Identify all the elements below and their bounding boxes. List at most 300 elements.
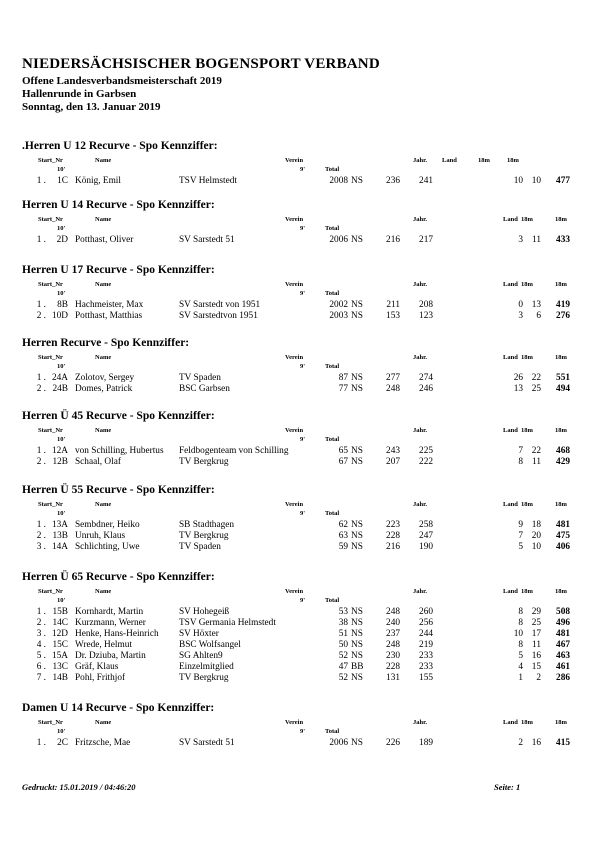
col-total: Total [325,363,340,370]
state: NS [351,373,363,383]
state: NS [351,651,363,661]
col-verein: Verein [285,281,304,288]
total-score: 494 [556,384,570,394]
col-jahr: Jahr. [413,216,428,223]
col-tens: 10' [57,597,66,604]
col-nines: 9' [300,728,306,735]
birth-year: 65 [338,446,348,456]
start-number: 13B [52,531,68,541]
col-start-nr: Start_Nr [38,281,63,288]
birth-year: 2002 [329,300,348,310]
start-number: 15A [51,651,68,661]
federation-title: NIEDERSÄCHSISCHER BOGENSPORT VERBAND [22,56,380,72]
tens-count: 8 [518,457,523,467]
result-section [0,140,600,200]
result-section [0,571,600,683]
archer-name: Schlichting, Uwe [75,542,140,552]
col-18m-b: 18m [555,427,567,434]
nines-count: 16 [531,738,541,748]
round2-score: 260 [419,607,433,617]
birth-year: 59 [338,542,348,552]
tens-count: 3 [518,311,523,321]
archer-name: Potthast, Matthias [75,311,143,321]
col-land: Land [503,216,518,223]
state: NS [351,618,363,628]
rank: 2 . [36,618,46,628]
col-18m-a: 18m [521,588,533,595]
col-jahr: Jahr. [413,501,428,508]
club-name: SV Sarstedt von 1951 [179,300,261,310]
col-tens: 10' [57,290,66,297]
archer-name: Domes, Patrick [75,384,133,394]
col-18m-a: 18m [521,427,533,434]
total-score: 461 [556,662,570,672]
club-name: TV Spaden [179,542,221,552]
total-score: 276 [556,311,570,321]
round2-score: 247 [419,531,433,541]
club-name: Feldbogenteam von Schilling [179,446,289,456]
nines-count: 22 [531,373,541,383]
col-18m-a: 18m [521,719,533,726]
birth-year: 63 [338,531,348,541]
nines-count: 29 [531,607,541,617]
birth-year: 2003 [329,311,348,321]
col-start-nr: Start_Nr [38,216,63,223]
start-number: 8B [57,300,68,310]
col-total: Total [325,290,340,297]
club-name: SV Sarstedt 51 [179,738,235,748]
tens-count: 3 [518,235,523,245]
state: BB [351,662,364,672]
state: NS [351,311,363,321]
col-18m-b: 18m [555,354,567,361]
col-18m-a: 18m [478,157,490,164]
col-nines: 9' [300,225,306,232]
birth-year: 52 [338,651,348,661]
col-verein: Verein [285,157,304,164]
event-round: Hallenrunde in Garbsen [22,88,137,100]
rank: 1 . [36,373,46,383]
tens-count: 5 [518,542,523,552]
archer-name: Kurzmann, Werner [75,618,146,628]
start-number: 24B [52,384,68,394]
round2-score: 256 [419,618,433,628]
round1-score: 248 [386,640,400,650]
nines-count: 6 [536,311,541,321]
tens-count: 13 [513,384,523,394]
round2-score: 233 [419,662,433,672]
birth-year: 77 [338,384,348,394]
col-nines: 9' [300,290,306,297]
col-verein: Verein [285,501,304,508]
state: NS [351,457,363,467]
result-section [0,264,600,324]
state: NS [351,629,363,639]
col-land: Land [503,501,518,508]
nines-count: 25 [531,384,541,394]
print-timestamp: Gedruckt: 15.01.2019 / 04:46:20 [22,782,136,792]
col-verein: Verein [285,719,304,726]
rank: 2 . [36,531,46,541]
total-score: 551 [556,373,570,383]
round2-score: 217 [419,235,433,245]
col-name: Name [95,501,112,508]
round1-score: 223 [386,520,400,530]
col-land: Land [503,281,518,288]
rank: 1 . [36,300,46,310]
round1-score: 228 [386,662,400,672]
section-title: Herren Ü 65 Recurve - Spo Kennziffer: [22,571,215,583]
state: NS [351,446,363,456]
nines-count: 15 [531,662,541,672]
club-name: SB Stadthagen [179,520,235,530]
birth-year: 50 [338,640,348,650]
col-start-nr: Start_Nr [38,719,63,726]
nines-count: 11 [532,457,541,467]
start-number: 2D [56,235,68,245]
col-name: Name [95,719,112,726]
total-score: 467 [556,640,570,650]
round1-score: 207 [386,457,400,467]
club-name: SG Ahlten9 [179,651,223,661]
col-verein: Verein [285,427,304,434]
state: NS [351,607,363,617]
col-total: Total [325,166,340,173]
start-number: 12A [51,446,68,456]
event-date: Sonntag, den 13. Januar 2019 [22,101,161,113]
col-tens: 10' [57,225,66,232]
round2-score: 190 [419,542,433,552]
col-18m-a: 18m [521,216,533,223]
total-score: 406 [556,542,570,552]
col-total: Total [325,510,340,517]
state: NS [351,531,363,541]
col-nines: 9' [300,436,306,443]
birth-year: 53 [338,607,348,617]
rank: 3 . [36,542,46,552]
nines-count: 11 [532,640,541,650]
col-land: Land [503,427,518,434]
col-total: Total [325,225,340,232]
col-jahr: Jahr. [413,157,428,164]
rank: 3 . [36,629,46,639]
round2-score: 155 [419,673,433,683]
section-title: Herren U 14 Recurve - Spo Kennziffer: [22,199,215,211]
round1-score: 226 [386,738,400,748]
section-title: Herren Ü 45 Recurve - Spo Kennziffer: [22,410,215,422]
state: NS [351,738,363,748]
result-row [0,311,600,323]
start-number: 24A [51,373,68,383]
nines-count: 13 [531,300,541,310]
archer-name: Potthast, Oliver [75,235,134,245]
total-score: 415 [556,738,570,748]
round1-score: 243 [386,446,400,456]
round1-score: 228 [386,531,400,541]
round1-score: 277 [386,373,400,383]
col-18m-a: 18m [521,501,533,508]
start-number: 1C [57,176,68,186]
col-nines: 9' [300,363,306,370]
archer-name: Sembdner, Heiko [75,520,140,530]
club-name: TSV Helmstedt [179,176,237,186]
tens-count: 8 [518,618,523,628]
club-name: TSV Germania Helmstedt [179,618,276,628]
section-title: .Herren U 12 Recurve - Spo Kennziffer: [22,140,218,152]
col-18m-b: 18m [507,157,519,164]
rank: 2 . [36,457,46,467]
round2-score: 241 [419,176,433,186]
tens-count: 1 [518,673,523,683]
birth-year: 47 [338,662,348,672]
tens-count: 10 [513,176,523,186]
col-name: Name [95,157,112,164]
result-section [0,484,600,552]
col-nines: 9' [300,597,306,604]
col-start-nr: Start_Nr [38,427,63,434]
round2-score: 233 [419,651,433,661]
col-jahr: Jahr. [413,354,428,361]
state: NS [351,542,363,552]
total-score: 419 [556,300,570,310]
tens-count: 7 [518,531,523,541]
round2-score: 246 [419,384,433,394]
nines-count: 11 [532,235,541,245]
rank: 2 . [36,384,46,394]
birth-year: 51 [338,629,348,639]
round2-score: 258 [419,520,433,530]
round2-score: 274 [419,373,433,383]
total-score: 481 [556,629,570,639]
tens-count: 26 [513,373,523,383]
state: NS [351,176,363,186]
tens-count: 4 [518,662,523,672]
col-verein: Verein [285,588,304,595]
archer-name: Pohl, Frithjof [75,673,126,683]
state: NS [351,384,363,394]
state: NS [351,673,363,683]
birth-year: 2006 [329,235,348,245]
round1-score: 216 [386,235,400,245]
archer-name: Wrede, Helmut [75,640,132,650]
col-name: Name [95,354,112,361]
round1-score: 153 [386,311,400,321]
birth-year: 52 [338,673,348,683]
archer-name: Henke, Hans-Heinrich [75,629,159,639]
total-score: 496 [556,618,570,628]
total-score: 433 [556,235,570,245]
col-start-nr: Start_Nr [38,354,63,361]
state: NS [351,300,363,310]
tens-count: 5 [518,651,523,661]
club-name: Einzelmitglied [179,662,234,672]
start-number: 14B [52,673,68,683]
page-number: Seite: 1 [494,782,521,792]
result-section [0,199,600,259]
birth-year: 38 [338,618,348,628]
start-number: 14A [51,542,68,552]
archer-name: Fritzsche, Mae [75,738,131,748]
start-number: 13C [52,662,68,672]
club-name: SV Höxter [179,629,219,639]
tens-count: 7 [518,446,523,456]
rank: 1 . [36,176,46,186]
tens-count: 9 [518,520,523,530]
birth-year: 87 [338,373,348,383]
col-tens: 10' [57,436,66,443]
archer-name: Kornhardt, Martin [75,607,144,617]
round1-score: 237 [386,629,400,639]
total-score: 477 [556,176,570,186]
col-name: Name [95,427,112,434]
start-number: 10D [51,311,68,321]
col-nines: 9' [300,166,306,173]
round2-score: 225 [419,446,433,456]
col-total: Total [325,436,340,443]
rank: 4 . [36,640,46,650]
archer-name: Gräf, Klaus [75,662,119,672]
rank: 1 . [36,607,46,617]
start-number: 12D [51,629,68,639]
result-section [0,702,600,762]
tens-count: 0 [518,300,523,310]
col-total: Total [325,597,340,604]
archer-name: Zolotov, Sergey [75,373,135,383]
result-row [0,542,600,554]
start-number: 15C [52,640,68,650]
col-tens: 10' [57,363,66,370]
archer-name: König, Emil [75,176,121,186]
total-score: 429 [556,457,570,467]
total-score: 286 [556,673,570,683]
result-row [0,384,600,396]
col-tens: 10' [57,166,66,173]
col-total: Total [325,728,340,735]
total-score: 463 [556,651,570,661]
archer-name: von Schilling, Hubertus [75,446,164,456]
col-18m-a: 18m [521,281,533,288]
total-score: 508 [556,607,570,617]
archer-name: Unruh, Klaus [75,531,126,541]
col-18m-b: 18m [555,501,567,508]
col-start-nr: Start_Nr [38,588,63,595]
col-land: Land [503,354,518,361]
nines-count: 25 [531,618,541,628]
nines-count: 20 [531,531,541,541]
round2-score: 219 [419,640,433,650]
result-section [0,410,600,470]
col-nines: 9' [300,510,306,517]
club-name: BSC Wolfsangel [179,640,241,650]
tens-count: 8 [518,607,523,617]
start-number: 13A [51,520,68,530]
round1-score: 216 [386,542,400,552]
section-title: Damen U 14 Recurve - Spo Kennziffer: [22,702,215,714]
col-jahr: Jahr. [413,427,428,434]
section-title: Herren U 17 Recurve - Spo Kennziffer: [22,264,215,276]
club-name: TV Spaden [179,373,221,383]
birth-year: 2008 [329,176,348,186]
round2-score: 123 [419,311,433,321]
round1-score: 230 [386,651,400,661]
archer-name: Hachmeister, Max [75,300,144,310]
tens-count: 2 [518,738,523,748]
round2-score: 244 [419,629,433,639]
club-name: TV Bergkrug [179,531,229,541]
col-18m-b: 18m [555,588,567,595]
rank: 5 . [36,651,46,661]
col-land: Land [503,588,518,595]
nines-count: 18 [531,520,541,530]
state: NS [351,520,363,530]
round2-score: 189 [419,738,433,748]
rank: 1 . [36,446,46,456]
result-row [0,457,600,469]
nines-count: 10 [531,176,541,186]
total-score: 481 [556,520,570,530]
round1-score: 211 [386,300,400,310]
col-name: Name [95,216,112,223]
birth-year: 2006 [329,738,348,748]
col-18m-a: 18m [521,354,533,361]
col-land: Land [503,719,518,726]
col-jahr: Jahr. [413,719,428,726]
state: NS [351,235,363,245]
col-verein: Verein [285,354,304,361]
col-jahr: Jahr. [413,588,428,595]
total-score: 475 [556,531,570,541]
result-row [0,673,600,685]
club-name: TV Bergkrug [179,673,229,683]
round1-score: 236 [386,176,400,186]
start-number: 12B [52,457,68,467]
round2-score: 208 [419,300,433,310]
club-name: SV Sarstedt 51 [179,235,235,245]
birth-year: 62 [338,520,348,530]
col-jahr: Jahr. [413,281,428,288]
rank: 1 . [36,520,46,530]
tens-count: 10 [513,629,523,639]
col-name: Name [95,588,112,595]
archer-name: Schaal, Olaf [75,457,121,467]
birth-year: 67 [338,457,348,467]
archer-name: Dr. Dziuba, Martin [75,651,146,661]
start-number: 15B [52,607,68,617]
rank: 2 . [36,311,46,321]
start-number: 2C [57,738,68,748]
event-title: Offene Landesverbandsmeisterschaft 2019 [22,75,222,87]
nines-count: 17 [531,629,541,639]
col-18m-b: 18m [555,216,567,223]
col-verein: Verein [285,216,304,223]
club-name: TV Bergkrug [179,457,229,467]
nines-count: 16 [531,651,541,661]
rank: 1 . [36,235,46,245]
result-section [0,337,600,397]
round1-score: 131 [386,673,400,683]
nines-count: 2 [536,673,541,683]
section-title: Herren Ü 55 Recurve - Spo Kennziffer: [22,484,215,496]
club-name: SV Sarstedtvon 1951 [179,311,258,321]
result-row [0,176,600,188]
total-score: 468 [556,446,570,456]
result-row [0,738,600,750]
col-name: Name [95,281,112,288]
start-number: 14C [52,618,68,628]
round1-score: 248 [386,384,400,394]
club-name: SV Hohegeiß [179,607,230,617]
nines-count: 22 [531,446,541,456]
